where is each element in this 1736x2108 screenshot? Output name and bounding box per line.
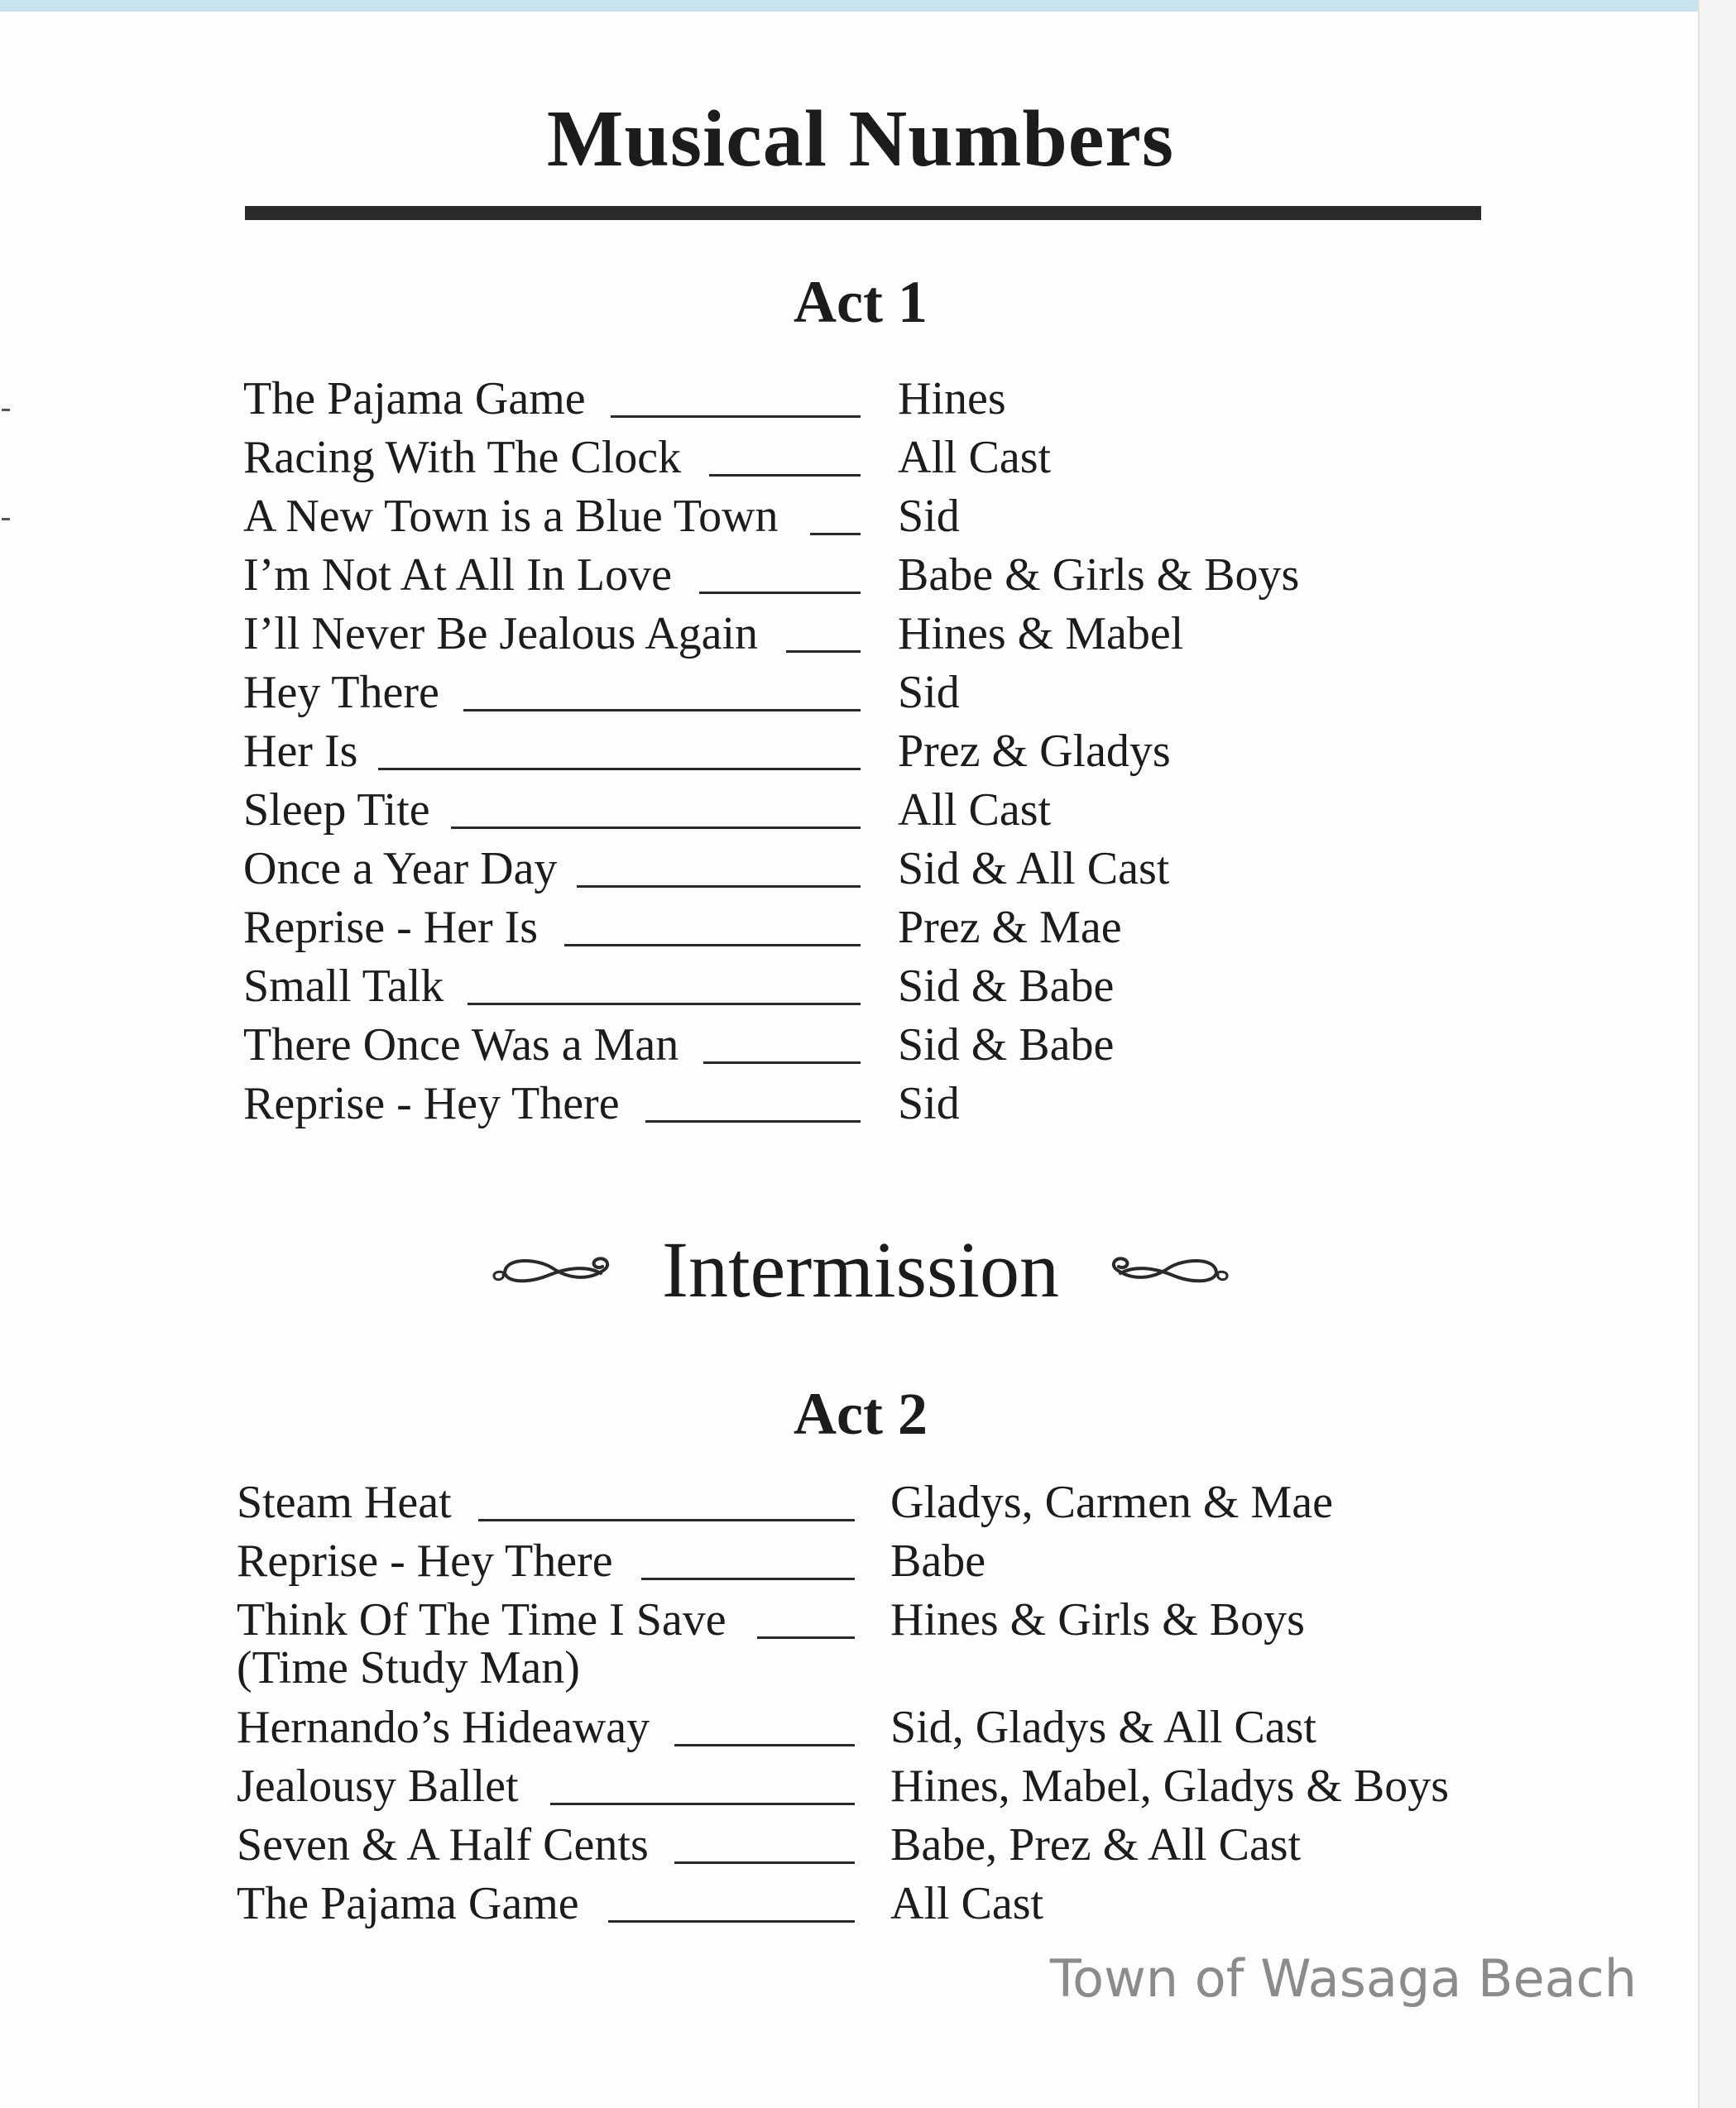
scroll-flourish-icon <box>480 1245 621 1295</box>
performers: Gladys, Carmen & Mae <box>890 1477 1333 1528</box>
performers: Hines <box>898 373 1006 424</box>
dot-leader <box>378 768 861 770</box>
dot-leader <box>709 474 861 477</box>
performers: Sid, Gladys & All Cast <box>890 1702 1316 1753</box>
song-title: There Once Was a Man <box>243 1019 679 1071</box>
list-item <box>0 901 1736 954</box>
dot-leader <box>703 1061 861 1064</box>
song-title: Think Of The Time I Save <box>237 1594 727 1646</box>
list-item <box>0 431 1736 484</box>
performers: Sid <box>898 491 960 542</box>
watermark: Town of Wasaga Beach <box>1049 1948 1637 2009</box>
title-rule <box>245 206 1481 220</box>
dot-leader <box>645 1120 861 1123</box>
performers: Babe & Girls & Boys <box>898 549 1300 601</box>
performers: Hines, Mabel, Gladys & Boys <box>890 1761 1450 1812</box>
performers: Sid & Babe <box>898 961 1115 1012</box>
song-title: Jealousy Ballet <box>237 1761 519 1812</box>
song-title: I’ll Never Be Jealous Again <box>243 608 759 659</box>
song-title: Once a Year Day <box>243 843 558 894</box>
performers: All Cast <box>898 784 1052 836</box>
list-item <box>0 1593 1736 1694</box>
dot-leader <box>564 944 861 946</box>
list-item <box>0 1877 1736 1930</box>
dot-leader <box>463 709 861 711</box>
dot-leader <box>577 885 861 888</box>
act-1-heading: Act 1 <box>794 269 928 335</box>
intermission-label: Intermission <box>662 1225 1059 1314</box>
list-item <box>0 607 1736 660</box>
dot-leader <box>451 826 861 829</box>
dot-leader <box>699 592 861 594</box>
song-title: I’m Not At All In Love <box>243 549 672 601</box>
list-item <box>0 1760 1736 1813</box>
list-item <box>0 1018 1736 1071</box>
list-item <box>0 1701 1736 1754</box>
song-title: The Pajama Game <box>243 373 586 424</box>
act-2-heading: Act 2 <box>794 1381 928 1447</box>
dot-leader <box>611 415 861 418</box>
dot-leader <box>478 1519 855 1521</box>
song-title: Hernando’s Hideaway <box>237 1702 650 1753</box>
dot-leader <box>786 650 861 653</box>
song-title: Reprise - Hey There <box>237 1535 613 1587</box>
list-item <box>0 725 1736 778</box>
list-item <box>0 1077 1736 1130</box>
dot-leader <box>674 1861 855 1864</box>
song-title: Reprise - Hey There <box>243 1078 620 1129</box>
performers: Babe, Prez & All Cast <box>890 1819 1302 1871</box>
dot-leader <box>810 533 861 535</box>
dot-leader <box>608 1920 855 1923</box>
list-item <box>0 1535 1736 1588</box>
song-title: Sleep Tite <box>243 784 430 836</box>
performers: All Cast <box>898 432 1052 483</box>
dot-leader <box>641 1578 855 1580</box>
song-title: Reprise - Her Is <box>243 902 539 953</box>
list-item <box>0 666 1736 719</box>
song-title: A New Town is a Blue Town <box>243 491 779 542</box>
top-page-edge <box>0 0 1736 12</box>
scroll-flourish-icon <box>1101 1245 1241 1295</box>
performers: Sid <box>898 1078 960 1129</box>
dot-leader <box>757 1636 855 1639</box>
song-subtitle: (Time Study Man) <box>237 1642 580 1694</box>
performers: Prez & Mae <box>898 902 1122 953</box>
song-title: Her Is <box>243 726 358 777</box>
performers: Hines & Mabel <box>898 608 1184 659</box>
list-item <box>0 783 1736 836</box>
list-item <box>0 1818 1736 1871</box>
dot-leader <box>674 1744 855 1746</box>
list-item <box>0 490 1736 543</box>
performers: All Cast <box>890 1878 1044 1929</box>
list-item <box>0 372 1736 425</box>
list-item <box>0 960 1736 1013</box>
list-item <box>0 842 1736 895</box>
song-title: Seven & A Half Cents <box>237 1819 649 1871</box>
performers: Sid & Babe <box>898 1019 1115 1071</box>
dot-leader <box>550 1803 855 1805</box>
dot-leader <box>468 1003 861 1005</box>
song-title: Small Talk <box>243 961 444 1012</box>
song-title: Racing With The Clock <box>243 432 682 483</box>
performers: Sid <box>898 667 960 718</box>
list-item <box>0 549 1736 601</box>
performers: Hines & Girls & Boys <box>890 1594 1305 1646</box>
performers: Sid & All Cast <box>898 843 1170 894</box>
song-title: Steam Heat <box>237 1477 452 1528</box>
list-item <box>0 1476 1736 1529</box>
performers: Prez & Gladys <box>898 726 1171 777</box>
song-title: Hey There <box>243 667 439 718</box>
performers: Babe <box>890 1535 986 1587</box>
song-title: The Pajama Game <box>237 1878 579 1929</box>
page-title: Musical Numbers <box>546 94 1175 184</box>
intermission-banner <box>0 1224 1721 1315</box>
